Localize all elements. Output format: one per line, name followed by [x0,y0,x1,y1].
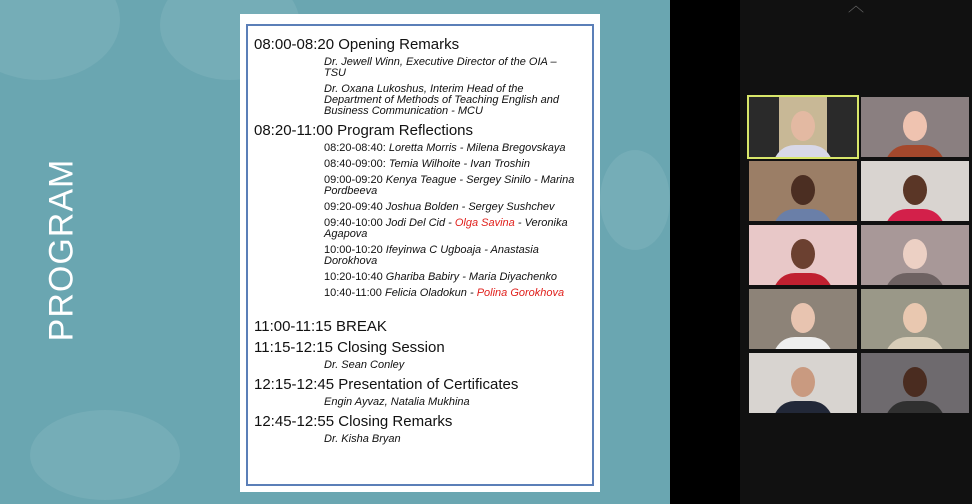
participant-face [791,239,815,269]
speaker-line: Dr. Jewell Winn, Executive Director of the OIA – TSU [324,56,557,79]
row-time: 10:20-10:40 [324,271,383,283]
section-heading: 08:20-11:00 Program Reflections [254,122,474,139]
participant-body [773,337,833,349]
participant-video-tile[interactable] [749,161,857,221]
row-time: 10:00-10:20 [324,244,383,256]
participant-body [885,209,945,221]
participant-face [791,303,815,333]
participant-face [903,367,927,397]
row-time: 10:40-11:00 [324,287,382,299]
schedule-row [324,272,592,283]
schedule-row [324,143,592,154]
decor-blob [600,150,670,250]
row-names: - Veronika Agapova [324,217,568,240]
row-time: 08:20-08:40: [324,142,386,154]
row-names: Ifeyinwa C Ugboaja - Anastasia Dorokhova [324,244,539,267]
participant-body [885,401,945,413]
participant-body [885,337,945,349]
schedule-row [324,175,592,197]
participant-video-tile[interactable] [749,225,857,285]
participant-face [791,367,815,397]
participant-face [903,239,927,269]
row-names: Ghariba Babiry - Maria Diyachenko [385,271,557,283]
row-names: Felicia Oladokun - [384,287,477,299]
section-heading: 11:15-12:15 Closing Session [254,339,445,356]
participant-video-tile[interactable] [749,353,857,413]
schedule-row [324,218,592,240]
row-names: Joshua Bolden - Sergey Sushchev [385,201,555,213]
participant-face [903,175,927,205]
row-names: Jodi Del Cid - [385,217,455,229]
program-list [246,24,594,486]
row-names: Kenya Teague - Sergey Sinilo - Marina Pordbeeva [324,174,575,197]
participant-video-tile[interactable] [861,225,969,285]
participant-face [791,111,815,141]
row-time: 08:40-09:00: [324,158,386,170]
row-time: 09:00-09:20 [324,174,383,186]
section-heading: 12:15-12:45 Presentation of Certificates [254,376,519,393]
participant-video-tile[interactable] [749,289,857,349]
speaker-line: Dr. Sean Conley [324,359,405,371]
participant-body [773,273,833,285]
schedule-row [324,159,592,170]
participant-face [903,111,927,141]
row-names: Temia Wilhoite - Ivan Troshin [388,158,530,170]
slide-side-title: PROGRAM [42,158,81,342]
spacer [254,312,592,316]
highlighted-name: Olga Savina [454,217,515,229]
row-names: Loretta Morris - Milena Bregovskaya [388,142,566,154]
section-heading: 12:45-12:55 Closing Remarks [254,413,453,430]
participant-body [885,145,945,157]
participant-video-tile[interactable] [861,161,969,221]
schedule-row [324,202,592,213]
participant-body [885,273,945,285]
speaker-line: Dr. Kisha Bryan [324,433,401,445]
participant-body [773,209,833,221]
participant-video-tile[interactable] [861,353,969,413]
participant-face [903,303,927,333]
chevron-up-icon[interactable]: ︿ [848,0,865,15]
row-time: 09:40-10:00 [324,217,383,229]
participant-body [773,401,833,413]
schedule-row [324,288,592,299]
participant-video-tile[interactable] [861,289,969,349]
section-heading: 11:00-11:15 BREAK [254,318,387,335]
participant-video-tile[interactable] [749,97,857,157]
speaker-line: Engin Ayvaz, Natalia Mukhina [324,396,470,408]
speaker-line: Dr. Oxana Lukoshus, Interim Head of the Department of Methods of Teaching English and Business Communication - MCU [324,83,560,117]
participant-face [791,175,815,205]
schedule-row [324,245,592,267]
decor-blob [30,410,180,500]
section-heading: 08:00-08:20 Opening Remarks [254,36,460,53]
program-card [240,14,600,492]
highlighted-name: Polina Gorokhova [476,287,565,299]
decor-blob [0,0,120,80]
participant-video-tile[interactable] [861,97,969,157]
row-time: 09:20-09:40 [324,201,383,213]
